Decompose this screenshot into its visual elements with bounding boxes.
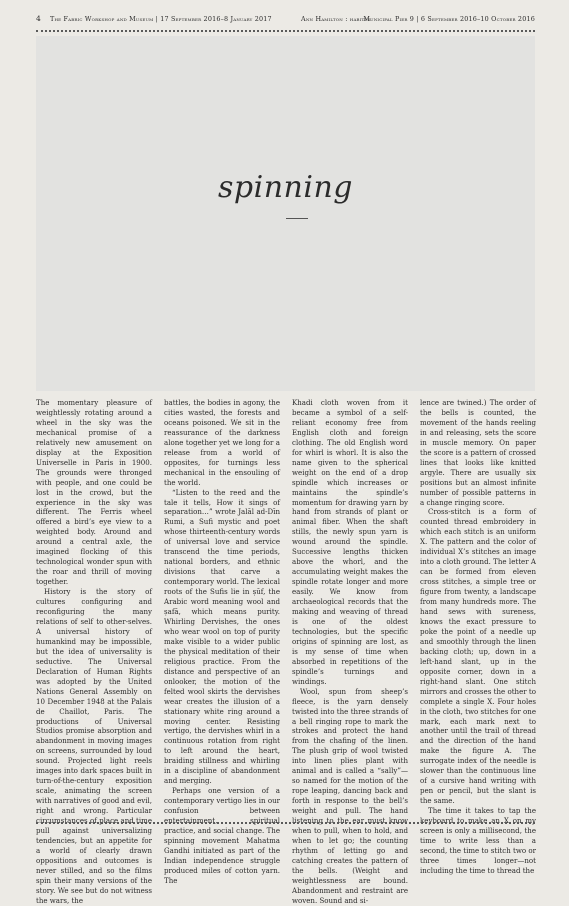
running-header [36, 14, 535, 28]
text-column-4 [420, 398, 536, 875]
article-title: spinning [218, 170, 353, 205]
header-dotted-rule [36, 30, 535, 32]
text-column-2 [164, 398, 280, 885]
text-column-3 [292, 398, 408, 905]
paragraph: Khadi cloth woven from it became a symbol of a self-reliant economy free from English cloth and foreign clothing. The old English word for whirl is whorl. It is also the name given to the spherical weight on the end of a drop spindle which increases or maintains the spindle’s momentum for drawing yarn by hand from strands of plant or animal fiber. When the shaft stills, the newly spun yarn is wound around the spindle. Successive lengths thicken above the whorl, and the accumulating weight makes the spindle rotate longer and more easily. We know from archaeological records that the making and weaving of thread is one of the oldest technologies, but the specific origins of spinning are lost, as is my sense of time when absorbed in repetitions of the spindle’s turnings and windings. [292, 398, 408, 686]
header-museum-dates: The Fabric Workshop and Museum | 17 September 2016–8 January 2017 [50, 15, 272, 23]
footer-dotted-rule [36, 822, 535, 824]
title-dash-rule [286, 218, 308, 219]
paragraph: Wool, spun from sheep’s fleece, is the yarn densely twisted into the three strands of a bell ringing rope to mark the strokes and protect the hand from the chafing of the linen. The plush grip of wool twisted into linen plies plant with animal and is called a “sally”—so named for the motion of the rope leaping, dancing back and forth in response to the bell’s weight and pull. The hand listening to the ear must know when to pull, when to hold, and when to let go; the counting rhythm of letting go and catching creates the pattern of the bells. (Weight and weightlessness are bound. Abandonment and restraint are woven. Sound and si- [292, 686, 408, 905]
text-column-1 [36, 398, 152, 905]
paragraph: The momentary pleasure of weightlessly rotating around a wheel in the sky was the mechanical promise of a relatively new amusement on display at the Exposition Universelle in Paris in 1900. The grounds were thronged with people, and one could be lost in the crowd, but the experience in the sky was different. The Ferris wheel offered a bird’s eye view to a weighted body. Around and around a central axle, the imagined flocking of this technological wonder spun with the roar and thrill of moving together. [36, 398, 152, 587]
paragraph: The time it takes to tap the keyboard to make an X on my screen is only a millisecond, the time to write less than a second, the time to stitch two or three times longer—not including the time to thread the [420, 806, 536, 875]
header-pier-dates: Municipal Pier 9 | 6 September 2016–10 October 2016 [363, 15, 535, 23]
paragraph: battles, the bodies in agony, the cities wasted, the forests and oceans poisoned. We sit in the reassurance of the darkness alone together yet we long for a release from a world of opposites, for turnings less mechanical in the ensouling of the world. [164, 398, 280, 487]
paragraph: Perhaps one version of a contemporary vertigo lies in our confusion between entertainment, spiritual practice, and social change. The spinning movement Mahatma Gandhi initiated as part of the Indian independence struggle produced miles of cotton yarn. The [164, 786, 280, 885]
paragraph: History is the story of cultures configuring and reconfiguring the many relations of self to other-selves. A universal history of humankind may be impossible, but the idea of universality is seductive. The Universal Declaration of Human Rights was adopted by the United Nations General Assembly on 10 December 1948 at the Palais de Chaillot, Paris. The productions of Universal Studios promise absorption and abandonment in moving images on screens, surrounded by loud sound. Projected light reels images into dark spaces built in turn-of-the-century exposition scale, animating the screen with narratives of good and evil, right and wrong. Particular circumstances of place and time pull against universalizing tendencies, but an appetite for a world of clearly drawn oppositions and outcomes is never stilled, and so the films spin their many versions of the story. We see but do not witness the wars, the [36, 587, 152, 905]
article-body [36, 398, 536, 905]
paragraph: lence are twined.) The order of the bells is counted, the movement of the hands reeling in and releasing, sets the score in muscle memory. On paper the score is a pattern of crossed lines that looks like knitted argyle. There are usually six positions but an almost infinite number of possible patterns in a change ringing score. [420, 398, 536, 507]
header-exhibition: Ann Hamilton : habitus [301, 15, 371, 23]
paragraph: “Listen to the reed and the tale it tells, How it sings of separation…” wrote Jalāl ad-Dīn Rumi, a Sufi mystic and poet whose thirteenth-century words of universal love and service transcend the time periods, national borders, and ethnic divisions that carve a contemporary world. The lexical roots of the Sufis lie in ṣūf, the Arabic word meaning wool and ṣafā, which means purity. Whirling Dervishes, the ones who wear wool on top of purity make visible to a wider public the physical meditation of their religious practice. From the distance and perspective of an onlooker, the motion of the felted wool skirts the dervishes wear creates the illusion of a stationary white ring around a moving center. Resisting vertigo, the dervishes whirl in a continuous rotation from right to left around the heart, braiding stillness and whirling in a discipline of abandonment and merging. [164, 487, 280, 786]
paragraph: Cross-stitch is a form of counted thread embroidery in which each stitch is an uniform X. The pattern and the color of individual X’s stitches an image into a cloth ground. The letter A can be formed from eleven cross stitches, a simple tree or figure from twenty, a landscape from many hundreds more. The hand sews with sureness, knows the exact pressure to poke the point of a needle up and smoothly through the linen backing cloth; up, down in a left-hand slant, up in the opposite corner, down in a right-hand slant. One stitch mirrors and crosses the other to complete a single X. Four holes in the cloth, two stitches for one mark, each mark next to another until the trail of thread and the direction of the hand make the figure A. The surrogate index of the needle is slower than the continuous line of a cursive hand writing with pen or pencil, but the slant is the same. [420, 507, 536, 806]
page-number: 4 [36, 14, 41, 23]
title-panel [36, 36, 535, 391]
